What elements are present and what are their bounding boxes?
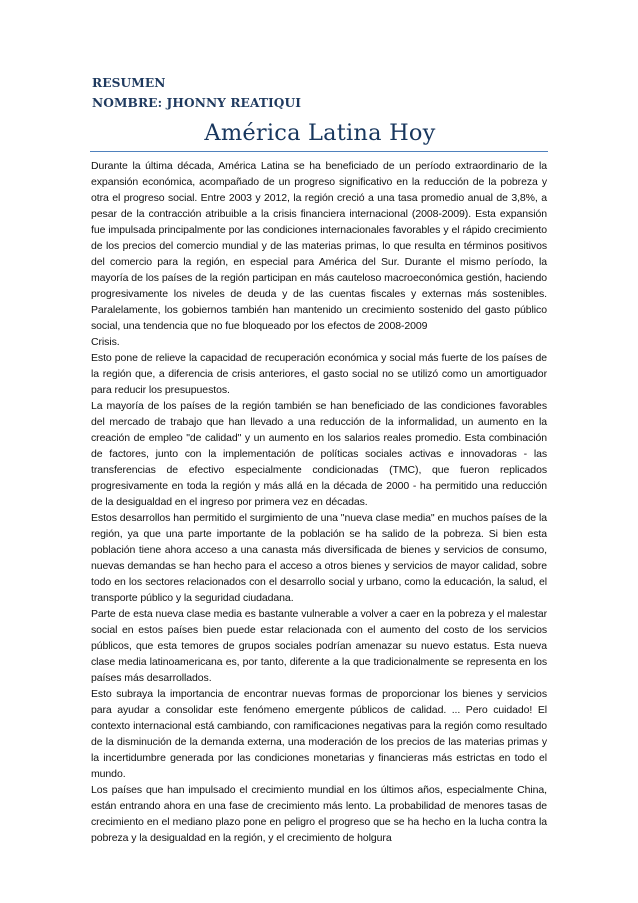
paragraph: Crisis. <box>91 336 120 348</box>
document-header <box>92 73 552 113</box>
document-title: América Latina Hoy <box>204 120 436 146</box>
summary-label: RESUMEN <box>92 76 166 90</box>
paragraph: Esto subraya la importancia de encontrar nuevas formas de proporcionar los bienes y servicios para ayudar a consolidar este fenómeno emergente públicos de calidad. ... Pero cuidado! El contexto internacional está cambiando, con ramificaciones negativas para la región como resultado de la disminución de la demanda externa, una moderación de los precios de las materias primas y la incertidumbre generada por las condiciones monetarias y financieras más estrictas en todo el mundo. <box>91 688 547 780</box>
paragraph: Esto pone de relieve la capacidad de recuperación económica y social más fuerte de los países de la región que, a diferencia de crisis anteriores, el gasto social no se utilizó como un amortiguador para reducir los presupuestos. <box>91 352 547 396</box>
paragraph: Durante la última década, América Latina se ha beneficiado de un período extraordinario de la expansión económica, acompañado de un progreso significativo en la reducción de la pobreza y otra el progreso social. Entre 2003 y 2012, la región creció a una tasa promedio anual de 3,8%, a pesar de la contracción atribuible a la crisis financiera internacional (2008-2009). Esta expansión fue impulsada principalmente por las condiciones internacionales favorables y el rápido crecimiento de los precios del comercio mundial y de las materias primas, lo que resulta en términos positivos del comercio para la región, en especial para América del Sur. Durante el mismo período, la mayoría de los países de la región participan en más cauteloso macroeconómica gestión, haciendo progresivamente los niveles de deuda y de las cuentas fiscales y externas más sostenibles. Paralelamente, los gobiernos también han mantenido un crecimiento sostenido del gasto público social, una tendencia que no fue bloqueado por los efectos de 2008-2009 <box>91 160 547 332</box>
document-body <box>91 158 547 846</box>
paragraph: Parte de esta nueva clase media es bastante vulnerable a volver a caer en la pobreza y el malestar social en estos países bien puede estar relacionada con el aumento del costo de los servicios públicos, que esta temores de grupos sociales podrían amenazar su nuevo estatus. Esta nueva clase media latinoamericana es, por tanto, diferente a la que tradicionalmente se representa en los países más desarrollados. <box>91 608 547 684</box>
paragraph: Estos desarrollos han permitido el surgimiento de una "nueva clase media" en muchos países de la región, ya que una parte importante de la población se ha salido de la pobreza. Si bien esta población tiene ahora acceso a una canasta más diversificada de bienes y servicios de consumo, nuevas demandas se han hecho para el acceso a otros bienes y servicios de mayor calidad, sobre todo en los sectores relacionados con el desarrollo social y urbano, como la educación, la salud, el transporte público y la seguridad ciudadana. <box>91 512 547 604</box>
paragraph: La mayoría de los países de la región también se han beneficiado de las condiciones favorables del mercado de trabajo que han llevado a una reducción de la informalidad, un aumento en la creación de empleo "de calidad" y un aumento en los salarios reales promedio. Esta combinación de factores, junto con la implementación de políticas sociales activas e innovadoras - las transferencias de efectivo especialmente condicionadas (TMC), que fueron replicados progresivamente en toda la región y más allá en la década de 2000 - ha permitido una reducción de la desigualdad en el ingreso por primera vez en décadas. <box>91 400 547 508</box>
author-name: NOMBRE: JHONNY REATIQUI <box>92 96 302 110</box>
paragraph: Los países que han impulsado el crecimiento mundial en los últimos años, especialmente China, están entrando ahora en una fase de crecimiento más lento. La probabilidad de menores tasas de crecimiento en el mediano plazo pone en peligro el progreso que se ha hecho en la lucha contra la pobreza y la desigualdad en la región, y el crecimiento de holgura <box>91 784 547 844</box>
title-underline <box>90 151 548 152</box>
